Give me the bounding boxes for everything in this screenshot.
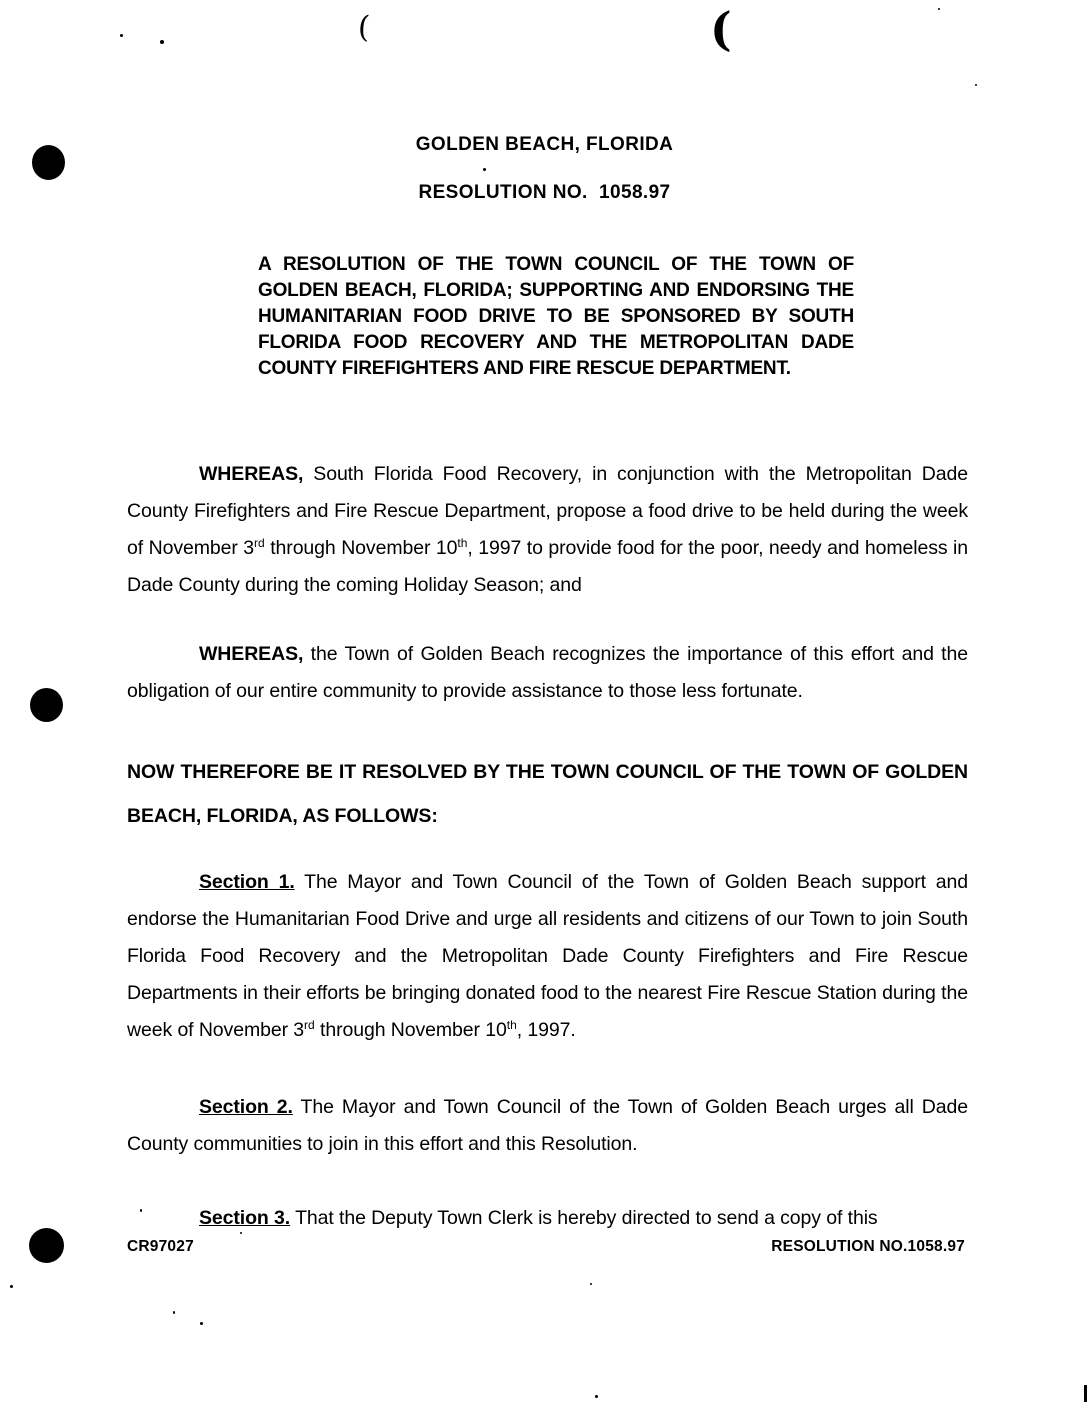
scan-speck xyxy=(938,8,940,10)
paragraph-text: The Mayor and Town Council of the Town of Golden Beach support and endorse the Humanitarian Food Drive and urge all residents and citizens of our Town to join South Florida Food Recovery and the Metropolitan Dade County Firefighters and Fire Rescue Departments in their efforts be bringing donated food to the nearest Fire Rescue Station during the week of November 3 xyxy=(127,870,968,1041)
scan-artifact-paren-small: ( xyxy=(356,9,371,46)
paragraph-whereas-2 xyxy=(127,636,968,710)
ordinal-superscript: th xyxy=(506,1017,517,1032)
scan-edge-mark xyxy=(1084,1385,1087,1402)
scan-speck xyxy=(173,1311,175,1314)
scan-speck xyxy=(590,1283,592,1285)
scan-speck xyxy=(200,1322,203,1325)
ordinal-superscript: rd xyxy=(254,535,265,550)
paragraph-section-3 xyxy=(127,1200,968,1237)
document-resolution-number: RESOLUTION NO. 1058.97 xyxy=(418,182,671,203)
scan-speck xyxy=(10,1285,13,1288)
scan-artifact-paren-large: ( xyxy=(710,2,732,56)
resolution-caption: A RESOLUTION OF THE TOWN COUNCIL OF THE TOWN OF GOLDEN BEACH, FLORIDA; SUPPORTING AND ENDORSING THE HUMANITARIAN FOOD DRIVE TO BE SPONSORED BY SOUTH FLORIDA FOOD RECOVERY AND THE METROPOLITAN DADE COUNTY FIREFIGHTERS AND FIRE RESCUE DEPARTMENT. xyxy=(258,254,854,379)
scan-speck xyxy=(120,34,123,37)
scan-speck xyxy=(595,1395,598,1398)
paragraph-text: through November 10 xyxy=(314,1018,507,1041)
punch-hole xyxy=(30,688,63,722)
ordinal-superscript: rd xyxy=(304,1017,315,1032)
scan-speck xyxy=(483,168,486,171)
section-label: Section 2. xyxy=(199,1095,293,1118)
paragraph-text: , 1997 to provide food for the poor, needy and homeless in Dade County during the coming Holiday Season; and xyxy=(127,536,969,596)
whereas-keyword: WHEREAS, xyxy=(199,642,304,665)
paragraph-section-2 xyxy=(127,1089,968,1163)
paragraph-section-1 xyxy=(127,864,968,1049)
paragraph-resolved xyxy=(127,750,968,838)
paragraph-text: , 1997. xyxy=(516,1018,576,1041)
whereas-keyword: WHEREAS, xyxy=(199,462,304,485)
page-footer xyxy=(127,1238,965,1256)
paragraph-text: That the Deputy Town Clerk is hereby directed to send a copy of this xyxy=(290,1206,878,1229)
scan-speck xyxy=(160,40,164,44)
paragraph-text: South Florida Food Recovery, in conjunction with the Metropolitan Dade County Firefighters and Fire Rescue Department, propose a food drive to be held during the week of November 3 xyxy=(127,462,968,559)
paragraph-text: The Mayor and Town Council of the Town of Golden Beach urges all Dade County communities to join in this effort and this Resolution. xyxy=(127,1095,968,1155)
paragraph-text: through November 10 xyxy=(264,536,458,559)
footer-resolution-number: RESOLUTION NO.1058.97 xyxy=(771,1238,965,1255)
paragraph-text: NOW THEREFORE BE IT RESOLVED BY THE TOWN COUNCIL OF THE TOWN OF GOLDEN BEACH, FLORIDA, AS FOLLOWS: xyxy=(127,760,968,827)
document-location-title: GOLDEN BEACH, FLORIDA xyxy=(415,134,674,155)
scan-speck xyxy=(975,84,977,86)
paragraph-whereas-1 xyxy=(127,456,968,604)
ordinal-superscript: th xyxy=(457,535,468,550)
footer-document-code: CR97027 xyxy=(127,1238,194,1255)
section-label: Section 1. xyxy=(199,870,295,893)
punch-hole xyxy=(29,1228,64,1263)
section-label: Section 3. xyxy=(199,1206,291,1229)
paragraph-text: the Town of Golden Beach recognizes the importance of this effort and the obligation of our entire community to provide assistance to those less fortunate. xyxy=(127,642,968,702)
